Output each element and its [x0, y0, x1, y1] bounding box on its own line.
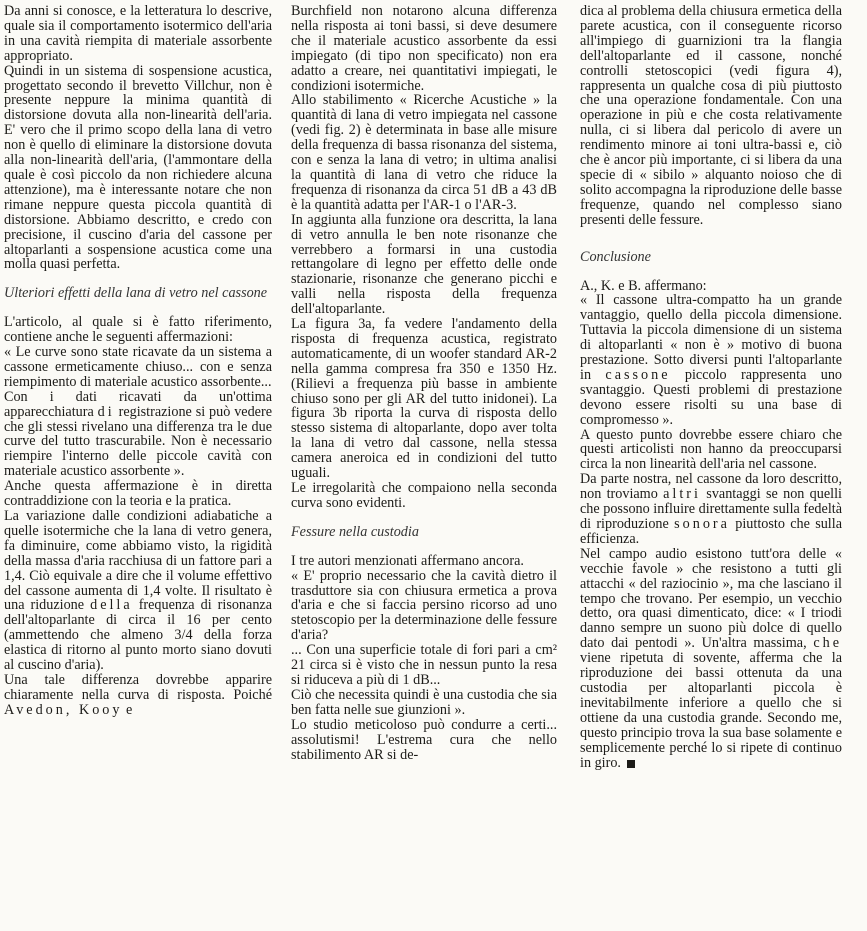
- text-column-2: [291, 4, 557, 929]
- paragraph: Burchfield non notarono alcuna differenza nella risposta ai toni bassi, si deve desumere che il materiale acustico assorbente da essi impiegato (di tipo non specificato) non era adatto a creare, nei quantitativi impiegati, le condizioni isotermiche.: [291, 4, 557, 94]
- paragraph: In aggiunta alla funzione ora descritta, la lana di vetro annulla le ben note risonanze che verrebbero a formarsi in una custodia rettangolare di legno per effetto delle onde stazionarie, risonanze che generano picchi e valli nella risposta della frequenza dell'altoparlante.: [291, 211, 557, 318]
- spaced-word: che: [813, 635, 842, 652]
- text-run: La variazione dalle condizioni adiabatiche a quelle isotermiche che la lana di vetro genera, fa diminuire, come abbiamo visto, la rigidità della massa d'aria racchiusa di un fattore pari a 1,4. Ciò equivale a dire che il volume effettivo del cassone aumenta di 1,4 volte. Il risultato è una riduzione: [4, 508, 272, 614]
- text-run: svantaggi se non quelli che possono influire direttamente sulla fedeltà di riproduzione: [580, 486, 842, 532]
- paragraph: Lo studio meticoloso può condurre a certi... assolutismi! L'estrema cura che nello stabilimento AR si de-: [291, 716, 557, 763]
- paragraph: A., K. e B. affermano:: [580, 277, 707, 294]
- paragraph: Anche questa affermazione è in diretta contraddizione con la teoria e la pratica.: [4, 478, 272, 510]
- paragraph: A questo punto dovrebbe essere chiaro che questi articolisti non hanno da preoccuparsi circa la non linearità dell'aria nel cassone.: [580, 426, 842, 473]
- spaced-word: altri: [663, 486, 701, 503]
- spaced-word: della: [90, 597, 133, 614]
- paragraph: [4, 390, 272, 479]
- end-of-article-mark: [627, 760, 635, 768]
- paragraph: ... Con una superficie totale di fori pari a cm² 21 circa si è visto che in nessun punto la resa si riduceva a più di 1 dB...: [291, 642, 557, 688]
- section-heading-enclosure-gaps: Fessure nella custodia: [291, 523, 419, 540]
- spaced-names: Avedon, Kooy: [4, 701, 123, 718]
- text-run: piuttosto che sulla efficienza.: [580, 516, 842, 547]
- paragraph: [4, 509, 272, 673]
- paragraph: [4, 673, 272, 718]
- text-run: Una tale differenza dovrebbe apparire chiaramente nella curva di risposta. Poiché: [4, 671, 272, 703]
- paragraph: [580, 293, 842, 427]
- paragraph: L'articolo, al quale si è fatto riferimento, contiene anche le seguenti affermazioni:: [4, 314, 272, 346]
- text-run: « Il cassone ultra-compatto ha un grande vantaggio, quello della piccola dimensione. Tuttavia la piccola dimensione di un sistema di altoparlanti « non è » motivo di buona prestazione. Sotto diversi punti l'altoparlante in: [580, 292, 842, 383]
- text-column-3: [580, 4, 842, 929]
- text-run: Con i dati ricavati da un'ottima apparecchiatura: [4, 388, 272, 420]
- paragraph: Le irregolarità che compaiono nella seconda curva sono evidenti.: [291, 480, 557, 511]
- text-run: Nel campo audio esistono tutt'ora delle « vecchie favole » che resistono a tutti gli attacchi « del raziocinio », ma che lasciano il tempo che trovano. Per esempio, un vecchio detto, ora quasi dimenticato, dice: « I triodi danno sempre un suono più dolce di quello dato dai pentodi ». Un'altra massima,: [580, 545, 842, 652]
- paragraph: [580, 547, 842, 771]
- section-heading-conclusion: Conclusione: [580, 248, 651, 265]
- text-run: e: [126, 701, 133, 718]
- paragraph: Quindi in un sistema di sospensione acustica, progettato secondo il brevetto Villchur, non è presente neppure la minima quantità di distorsione dovuta alla non-linearità dell'aria. E' vero che il primo scopo della lana di vetro non è quello di eliminare la distorsione dovuta alla non-linearità dell'aria, (l'ammontare della quale è così piccolo da non richiedere alcuna attenzione), ma è interessante notare che non rimane neppure questa piccola quantità di distorsione. Abbiamo descritto, e credo con precisione, il cuscino d'aria del cassone per altoparlanti a sospensione acustica come una molla quasi perfetta.: [4, 62, 272, 273]
- spaced-word: cassone: [605, 366, 671, 383]
- spaced-word: di: [97, 403, 115, 420]
- paragraph: Ciò che necessita quindi è una custodia che sia ben fatta nelle sue giunzioni ».: [291, 686, 557, 718]
- text-run: viene ripetuta di sovente, afferma che la riproduzione dei bassi ottenuta da una custodia per altoparlanti piccola è inevitabilmente inferiore a quello che si ottiene da una custodia grande. Secondo me, questo principio trova la sua base solamente e semplicemente perché lo si ripete di continuo in giro.: [580, 650, 842, 771]
- text-column-1: [4, 4, 272, 929]
- paragraph: [580, 472, 842, 547]
- paragraph: Da anni si conosce, e la letteratura lo descrive, quale sia il comportamento isotermico dell'aria in una cavità riempita di materiale assorbente appropriato.: [4, 4, 272, 64]
- text-run: frequenza di risonanza dell'altoparlante di circa il 16 per cento (ammettendo che almeno 3/4 della forza elastica di ritorno al punto morto siano dovuti al cuscino d'aria).: [4, 597, 272, 674]
- spaced-word: sonora: [674, 516, 730, 532]
- paragraph: dica al problema della chiusura ermetica della parete acustica, con il conseguente ricorso all'impiego di guarnizioni tra la flangia dell'altoparlante ed il cassone, nonché controlli stetoscopici (vedi figura 4), rappresenta un qualche cosa di più piuttosto che una operazione fondamentale. Con una operazione in più e che costa relativamente nulla, ci si libera dal pericolo di avere un rendimento minore ai toni ultra-bassi e, ciò che è ancor più importante, ci si libera da una specie di « sibilo » alquanto noioso che di solito accompagna la riproduzione delle basse frequenze, quando nel complesso siano presenti delle fessure.: [580, 4, 842, 228]
- paragraph: « E' proprio necessario che la cavità dietro il trasduttore sia con chiusura ermetica a prova d'aria e che si faccia persino ricorso ad uno stetoscopio per la determinazione delle fessure d'aria?: [291, 567, 557, 644]
- text-run: piccolo rappresenta uno svantaggio. Questi problemi di prestazione devono essere risolti su una base di compromesso ».: [580, 366, 842, 428]
- paragraph: « Le curve sono state ricavate da un sistema a cassone ermeticamente chiuso... con e senza riempimento di materiale acustico assorbente...: [4, 344, 272, 390]
- text-run: registrazione si può vedere che gli stessi rivelano una differenza tra le due curve del tutto trascurabile. Non è necessario riempire l'interno delle piccole cavità con materiale acustico assorbente ».: [4, 403, 272, 480]
- text-run: Da parte nostra, nel cassone da loro descritto, non troviamo: [580, 471, 842, 503]
- paragraph: I tre autori menzionati affermano ancora.: [291, 552, 524, 569]
- paragraph: Allo stabilimento « Ricerche Acustiche » la quantità di lana di vetro impiegata nel cassone (vedi fig. 2) è determinata in base alle misure della frequenza di bassa risonanza del sistema, con e senza la lana di vetro; in ultima analisi la quantità di lana di vetro che riduce la frequenza di risonanza da circa 51 dB a 43 dB è la quantità adatta per l'AR-1 o l'AR-3.: [291, 92, 557, 213]
- paragraph: La figura 3a, fa vedere l'andamento della risposta di frequenza acustica, registrato automaticamente, di un woofer standard AR-2 nella gamma compresa fra 350 e 1350 Hz. (Rilievi a frequenza più basse in ambiente chiuso sono per gli AR del tutto inidonei). La figura 3b riporta la curva di risposta dello stesso sistema di altoparlante, dopo aver tolta la lana di vetro dal cassone, nella stessa camera aneroica ed in condizioni del tutto uguali.: [291, 316, 557, 482]
- section-heading-glass-wool-effects: Ulteriori effetti della lana di vetro nel cassone: [4, 285, 268, 302]
